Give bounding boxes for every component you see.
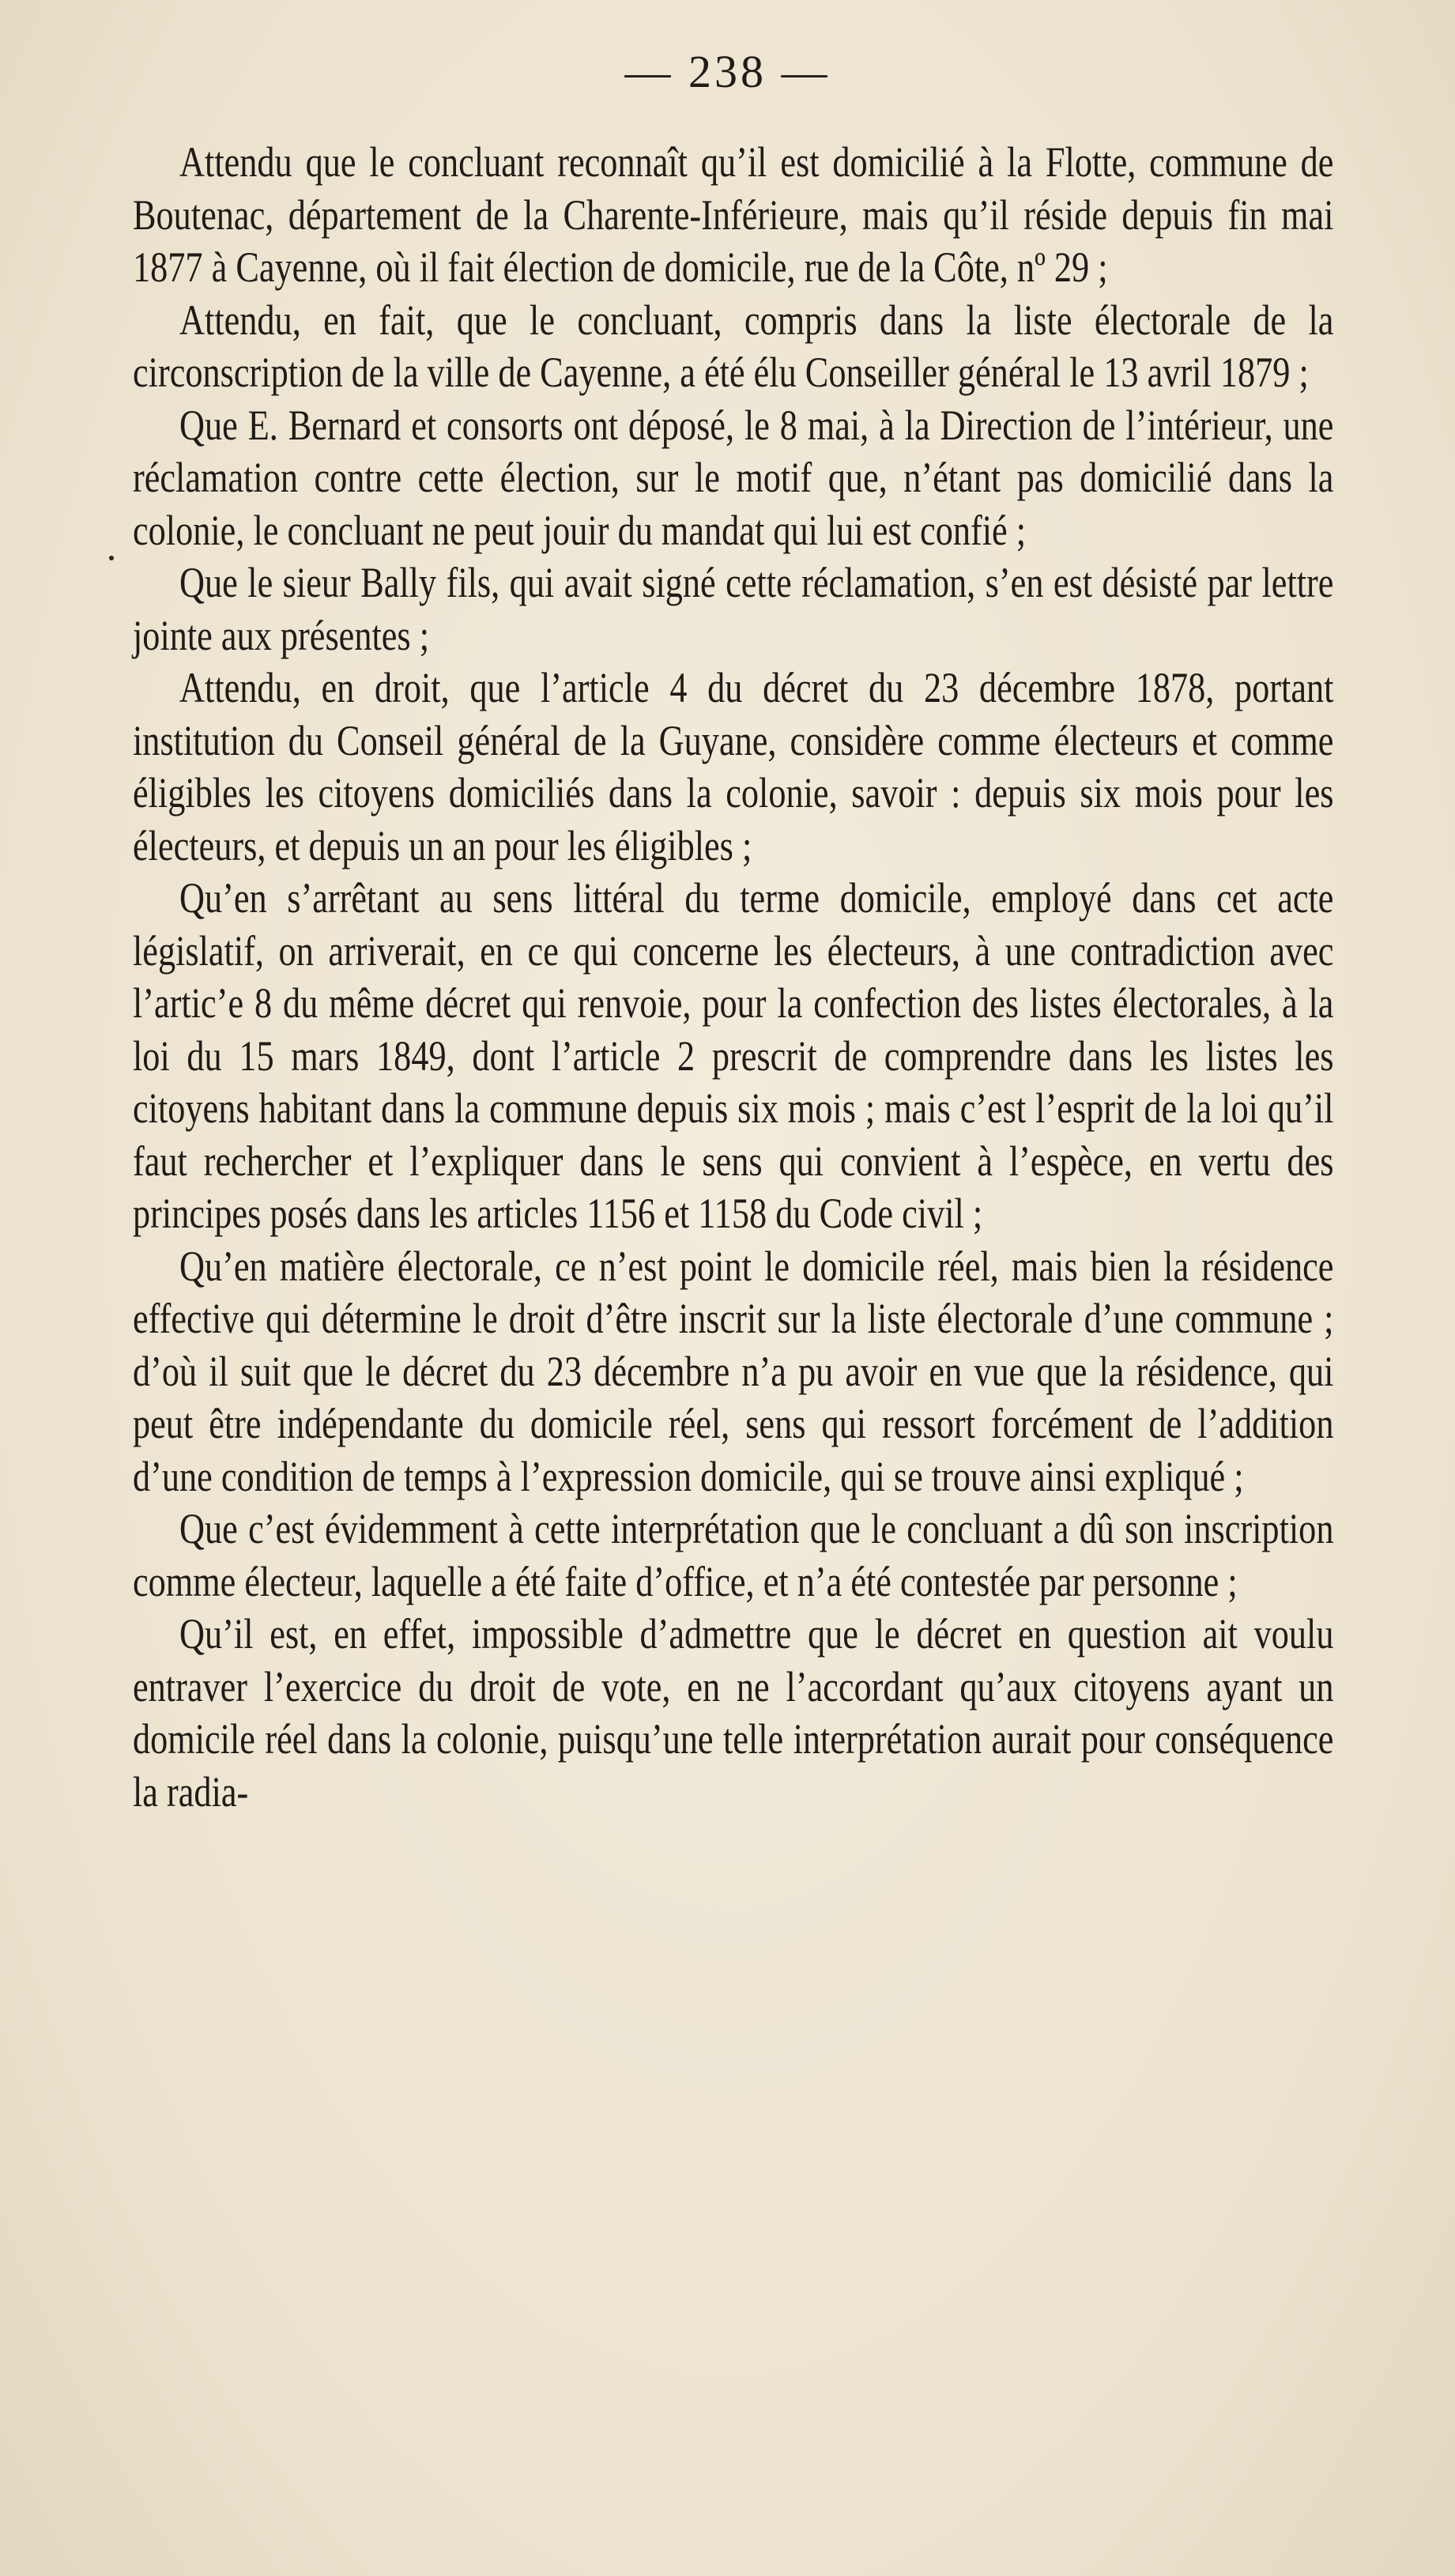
paragraph: Attendu, en fait, que le concluant, compris dans la liste électorale de la circonscription de la ville de Cayenne, a été élu Conseiller général le 13 avril 1879 ; <box>133 296 1334 396</box>
page-number: — 238 — <box>624 46 831 97</box>
paragraph: Attendu, en droit, que l’article 4 du décret du 23 décembre 1878, portant institution du Conseil général de la Guyane, considère comme électeurs et comme éligibles les citoyens domiciliés dans la colonie, savoir : depuis six mois pour les électeurs, et depuis un an pour les éligibles ; <box>133 664 1334 869</box>
body-text <box>133 136 1334 1818</box>
paragraph: Que le sieur Bally fils, qui avait signé cette réclamation, s’en est désisté par lettre jointe aux présentes ; <box>133 559 1334 659</box>
paragraph: Qu’en s’arrêtant au sens littéral du terme domicile, employé dans cet acte législatif, on arriverait, en ce qui concerne les électeurs, à une contradiction avec l’artic’e 8 du même décret qui renvoie, pour la confection des listes électorales, à la loi du 15 mars 1849, dont l’article 2 prescrit de comprendre dans les listes les citoyens habitant dans la commune depuis six mois ; mais c’est l’esprit de la loi qu’il faut rechercher et l’expliquer dans le sens qui convient à l’espèce, en vertu des principes posés dans les articles 1156 et 1158 du Code civil ; <box>133 874 1334 1237</box>
paragraph: Que E. Bernard et consorts ont déposé, le 8 mai, à la Direction de l’intérieur, une réclamation contre cette élection, sur le motif que, n’étant pas domicilié dans la colonie, le concluant ne peut jouir du mandat qui lui est confié ; <box>133 401 1334 554</box>
paragraph: Qu’il est, en effet, impossible d’admettre que le décret en question ait voulu entraver l’exercice du droit de vote, en ne l’accordant qu’aux citoyens ayant un domicile réel dans la colonie, puisqu’une telle interprétation aurait pour conséquence la radia- <box>133 1610 1334 1816</box>
paragraph: Attendu que le concluant reconnaît qu’il est domicilié à la Flotte, commune de Boutenac, département de la Charente-Inférieure, mais qu’il réside depuis fin mai 1877 à Cayenne, où il fait élection de domicile, rue de la Côte, nº 29 ; <box>133 138 1334 291</box>
paragraph: Que c’est évidemment à cette interprétation que le concluant a dû son inscription comme électeur, laquelle a été faite d’office, et n’a été contestée par personne ; <box>133 1505 1334 1605</box>
paragraph: Qu’en matière électorale, ce n’est point le domicile réel, mais bien la résidence effective qui détermine le droit d’être inscrit sur la liste électorale d’une commune ; d’où il suit que le décret du 23 décembre n’a pu avoir en vue que la résidence, qui peut être indépendante du domicile réel, sens qui ressort forcément de l’addition d’une condition de temps à l’expression domicile, qui se trouve ainsi expliqué ; <box>133 1242 1334 1500</box>
ink-speck <box>109 556 114 560</box>
